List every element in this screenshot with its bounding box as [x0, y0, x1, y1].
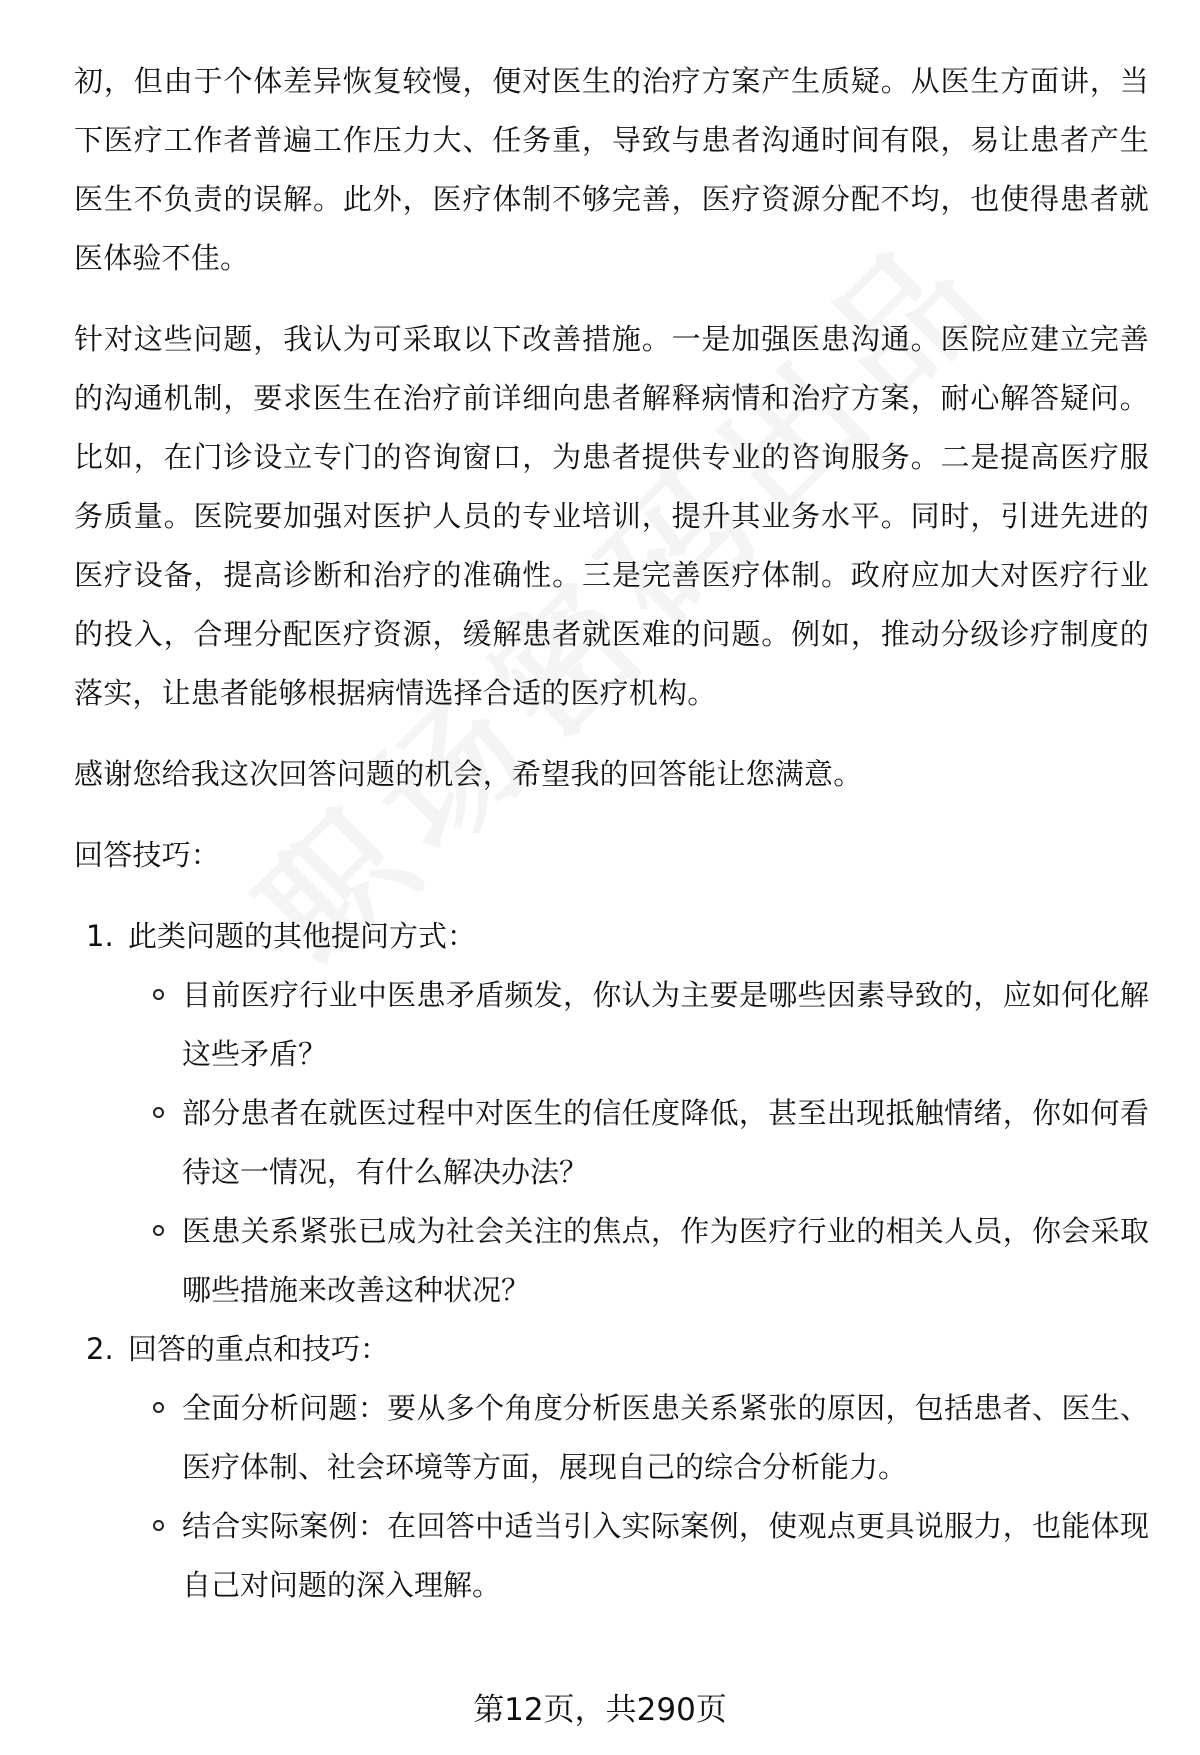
sub-list-item	[74, 1202, 1149, 1320]
list-number: 2.	[86, 1332, 114, 1366]
paragraph-thanks: 感谢您给我这次回答问题的机会，希望我的回答能让您满意。	[74, 757, 863, 791]
sub-list-item	[74, 1497, 1149, 1615]
section-heading-tips: 回答技巧：	[74, 838, 221, 872]
circle-bullet-icon	[153, 1402, 164, 1413]
sub-list-item	[74, 1084, 1149, 1202]
list-item	[74, 1320, 1149, 1615]
sub-list-text: 部分患者在就医过程中对医生的信任度降低，甚至出现抵触情绪，你如何看待这一情况，有什么解决办法？	[182, 1096, 1149, 1189]
list-item-title: 回答的重点和技巧：	[128, 1332, 390, 1366]
list-number: 1.	[86, 919, 114, 953]
sub-list	[74, 1379, 1149, 1615]
list-item	[74, 907, 1149, 1320]
sub-list	[74, 966, 1149, 1320]
circle-bullet-icon	[153, 1107, 164, 1118]
tips-list	[74, 907, 1149, 1615]
sub-list-text: 全面分析问题：要从多个角度分析医患关系紧张的原因，包括患者、医生、医疗体制、社会环境等方面，展现自己的综合分析能力。	[182, 1391, 1149, 1484]
sub-list-text: 结合实际案例：在回答中适当引入实际案例，使观点更具说服力，也能体现自己对问题的深入理解。	[182, 1509, 1149, 1602]
sub-list-item	[74, 1379, 1149, 1497]
document-body	[74, 52, 1149, 1615]
circle-bullet-icon	[153, 989, 164, 1000]
sub-list-text: 目前医疗行业中医患矛盾频发，你认为主要是哪些因素导致的，应如何化解这些矛盾？	[182, 978, 1149, 1071]
sub-list-item	[74, 966, 1149, 1084]
circle-bullet-icon	[153, 1225, 164, 1236]
sub-list-text: 医患关系紧张已成为社会关注的焦点，作为医疗行业的相关人员，你会采取哪些措施来改善这种状况？	[182, 1214, 1149, 1307]
paragraph-measures: 针对这些问题，我认为可采取以下改善措施。一是加强医患沟通。医院应建立完善的沟通机制，要求医生在治疗前详细向患者解释病情和治疗方案，耐心解答疑问。比如，在门诊设立专门的咨询窗口，为患者提供专业的咨询服务。二是提高医疗服务质量。医院要加强对医护人员的专业培训，提升其业务水平。同时，引进先进的医疗设备，提高诊断和治疗的准确性。三是完善医疗体制。政府应加大对医疗行业的投入，合理分配医疗资源，缓解患者就医难的问题。例如，推动分级诊疗制度的落实，让患者能够根据病情选择合适的医疗机构。	[74, 322, 1149, 710]
page-number-footer: 第12页，共290页	[473, 1692, 727, 1728]
list-item-title: 此类问题的其他提问方式：	[128, 919, 477, 953]
paragraph-causes: 初，但由于个体差异恢复较慢，便对医生的治疗方案产生质疑。从医生方面讲，当下医疗工作者普遍工作压力大、任务重，导致与患者沟通时间有限，易让患者产生医生不负责的误解。此外，医疗体制不够完善，医疗资源分配不均，也使得患者就医体验不佳。	[74, 64, 1149, 275]
circle-bullet-icon	[153, 1520, 164, 1531]
